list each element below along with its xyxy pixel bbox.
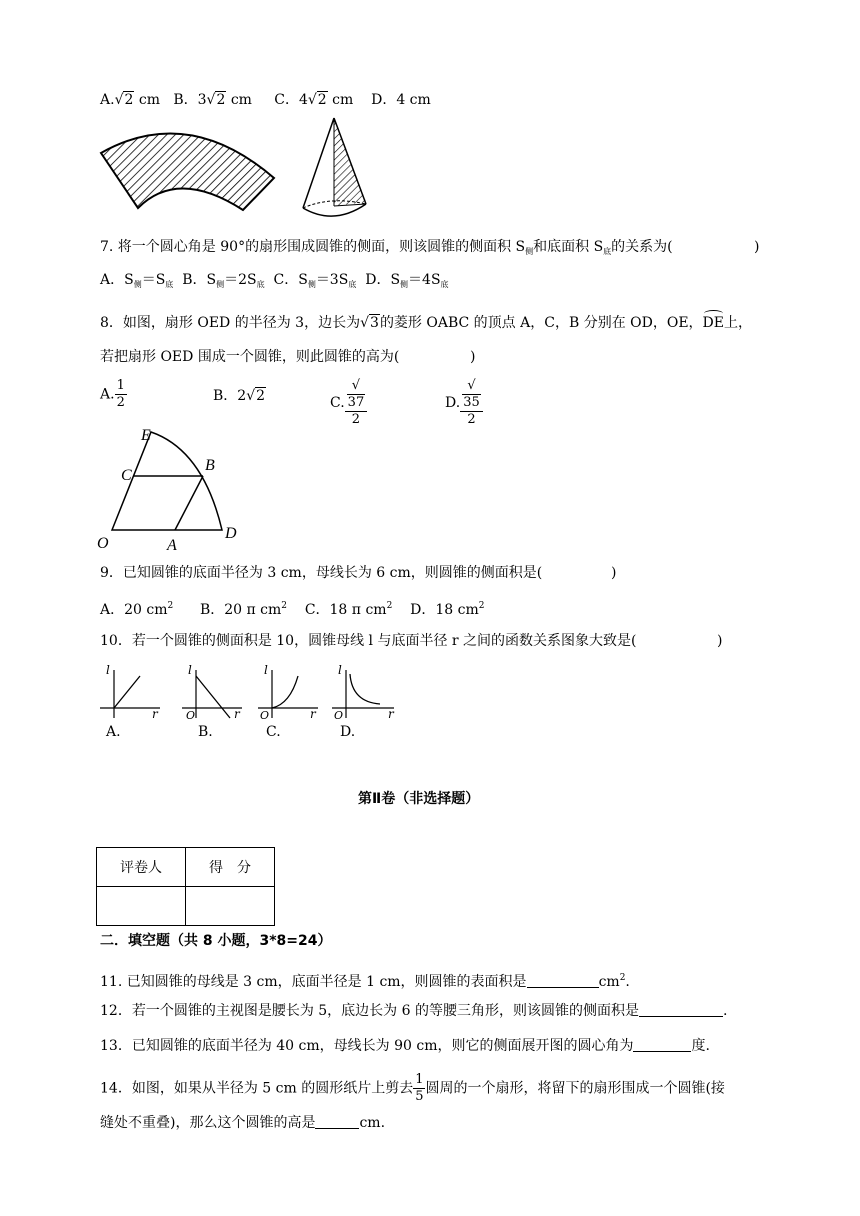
- q13: 13．已知圆锥的底面半径为 40 cm，母线长为 90 cm，则它的侧面展开图的圆心角为 度.: [100, 1038, 710, 1054]
- score-table-grader-cell[interactable]: [97, 887, 186, 926]
- q9-stem: 9．已知圆锥的底面半径为 3 cm，母线长为 6 cm，则圆锥的侧面积是(: [100, 565, 543, 581]
- q14-line1: 14．如图，如果从半径为 5 cm 的圆形纸片上剪去 $\frac{1}{5}$ 圆周的一个扇形，将留下的扇形围成一个圆锥(接: [100, 1072, 725, 1104]
- q7-option-a: A．$S_侧=S_底$: [100, 272, 174, 289]
- q8-label-a: A: [167, 537, 177, 554]
- q11: 11. 已知圆锥的母线是 3 cm，底面半径是 1 cm，则圆锥的表面积是 $cm^2$.: [100, 973, 630, 990]
- q9-option-a: A．20 $cm^2$: [100, 601, 174, 618]
- q6-option-c: C．4√2 cm: [274, 92, 354, 108]
- q8-option-d: D. √ 35 2: [445, 378, 483, 428]
- q6-option-a: A.√2 cm: [100, 92, 160, 108]
- q6-cone-figure: [300, 116, 370, 222]
- q8-label-c: C: [121, 467, 132, 484]
- q9-options: [100, 596, 484, 620]
- q8-sector-figure: [95, 420, 255, 552]
- q8-label-b: B: [205, 457, 215, 474]
- q8-stem-line2: 若把扇形 OED 围成一个圆锥，则此圆锥的高为(: [100, 349, 400, 365]
- score-table: [96, 847, 275, 926]
- q6-sector-figure: [98, 118, 278, 214]
- score-table-score-header: 得 分: [186, 848, 275, 887]
- q10-close-paren: ): [717, 633, 723, 649]
- q7-option-b: B．$S_侧=2S_底$: [182, 272, 265, 289]
- score-table-grader-header: 评卷人: [97, 848, 186, 887]
- q6-options: [100, 90, 431, 110]
- q7-options: [100, 270, 449, 295]
- q7-option-d: D．$S_侧=4S_底$: [365, 272, 449, 289]
- q12: 12．若一个圆锥的主视图是腰长为 5，底边长为 6 的等腰三角形，则该圆锥的侧面积是 .: [100, 1003, 728, 1019]
- q13-answer-blank[interactable]: [633, 1037, 691, 1052]
- q7-option-c: C．$S_侧=3S_底$: [273, 272, 357, 289]
- q7-close-paren: ): [754, 239, 760, 255]
- section-2-title: 第Ⅱ卷（非选择题）: [358, 791, 480, 807]
- q10-stem: 10．若一个圆锥的侧面积是 10，圆锥母线 l 与底面半径 r 之间的函数关系图象大致是(: [100, 633, 637, 649]
- q8-label-d: D: [225, 525, 237, 542]
- q8-option-b: B．2√2: [213, 388, 266, 404]
- q14-answer-blank[interactable]: [315, 1114, 359, 1129]
- q9-option-d: D．18 $cm^2$: [410, 601, 485, 618]
- q8-stem-line1: 8．如图，扇形 OED 的半径为 3，边长为√3的菱形 OABC 的顶点 A，C，B 分别在 OD，OE，DE上，: [100, 315, 752, 331]
- q6-option-b: B．3√2 cm: [173, 92, 252, 108]
- fill-in-section-header: 二．填空题（共 8 小题，3*8=24）: [100, 933, 332, 949]
- q8-close-paren: ): [470, 349, 476, 365]
- q11-answer-blank[interactable]: [527, 973, 599, 988]
- q8-option-a: A. $\frac{1}{2}$: [100, 378, 125, 410]
- q7-stem: 7. 将一个圆心角是 90°的扇形围成圆锥的侧面，则该圆锥的侧面积 $S_侧$和底面积 $S_底$的关系为(: [100, 239, 673, 256]
- q6-option-d: D．4 cm: [371, 92, 431, 108]
- q8-option-c: C. √ 37 2: [330, 378, 367, 428]
- q8-label-o: O: [97, 535, 109, 552]
- q8-label-e: E: [141, 427, 151, 444]
- q12-answer-blank[interactable]: [639, 1002, 723, 1017]
- q9-close-paren: ): [611, 565, 617, 581]
- score-table-score-cell[interactable]: [186, 887, 275, 926]
- q9-option-c: C．18 π $cm^2$: [304, 601, 393, 618]
- q9-option-b: B．20 π $cm^2$: [199, 601, 287, 618]
- q14-line2: 缝处不重叠)，那么这个圆锥的高是 cm.: [100, 1115, 386, 1131]
